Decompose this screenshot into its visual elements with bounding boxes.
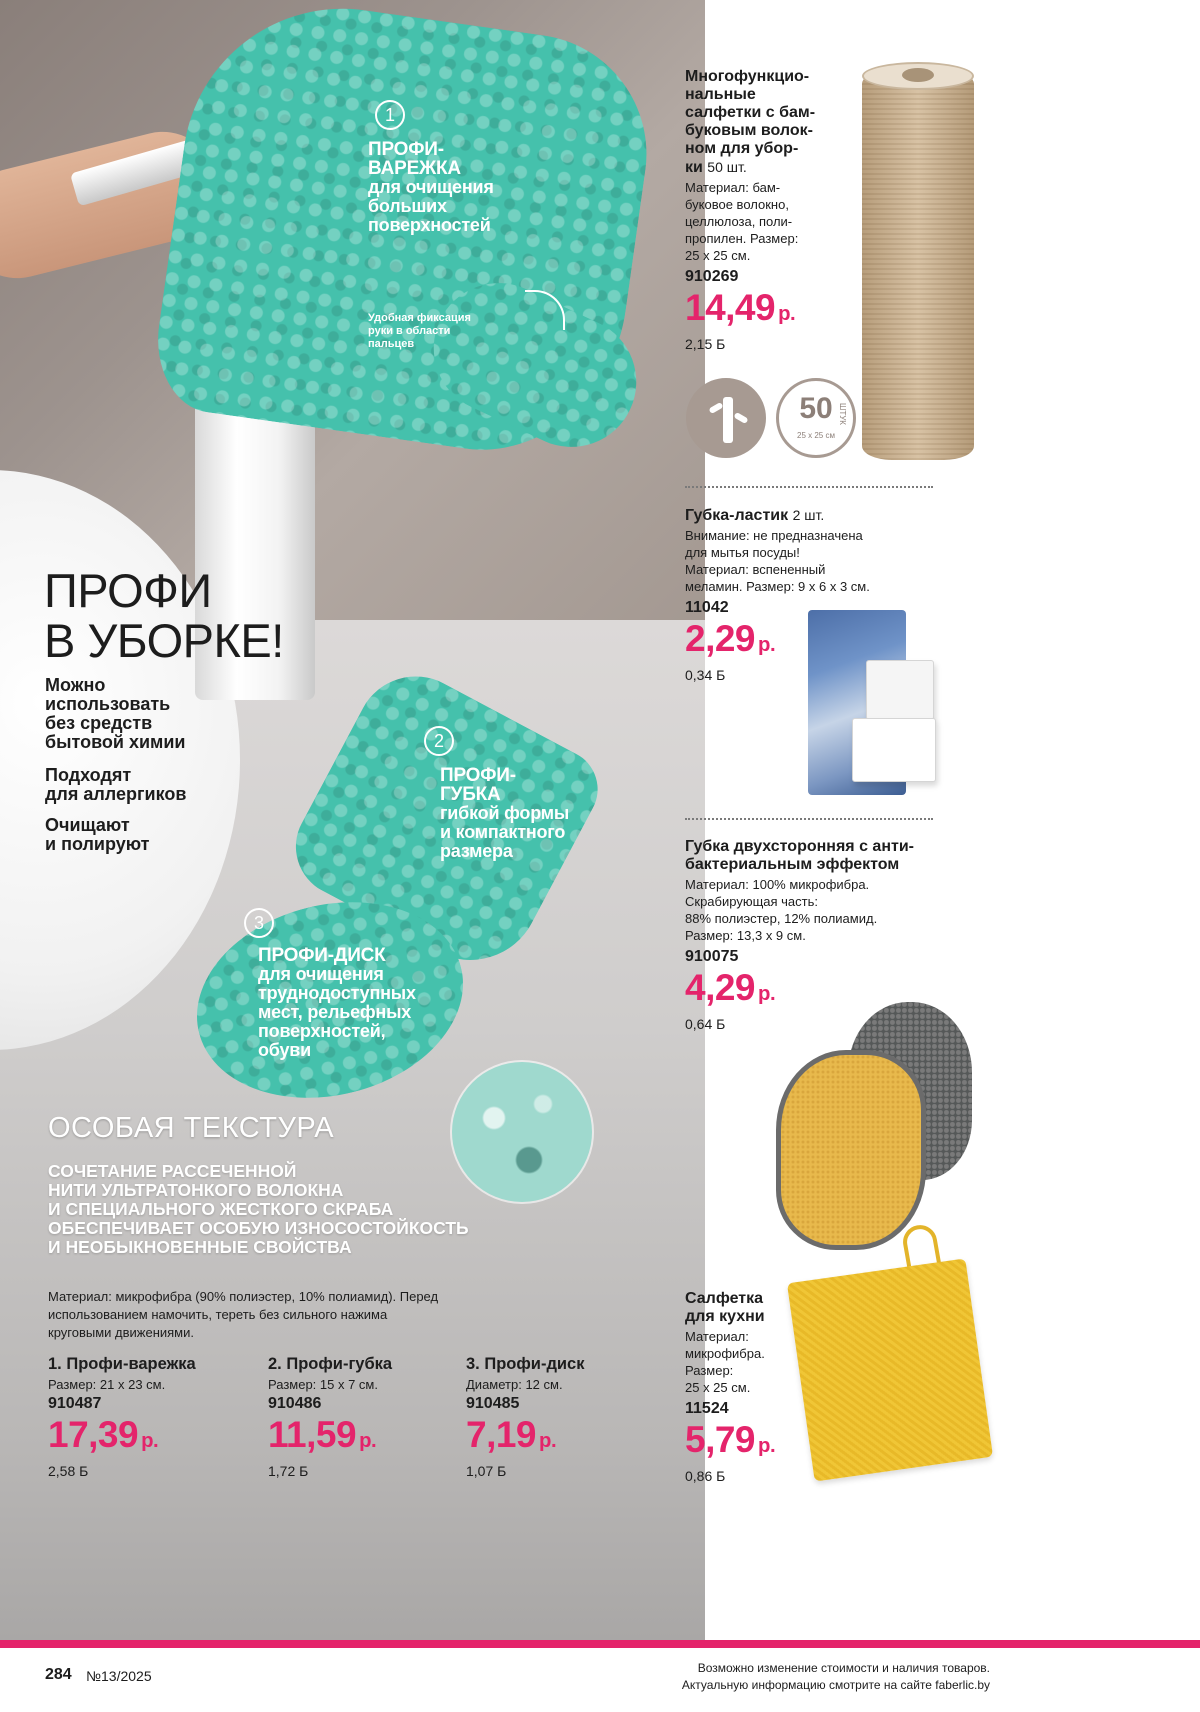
eraser-sponge-block-image	[852, 718, 936, 782]
product-title-line: салфетки с бам-	[685, 104, 816, 121]
callout-1-line: поверхностей	[368, 215, 491, 235]
callout-2-number-badge: 2	[424, 726, 454, 756]
product-name: 3. Профи-диск	[466, 1355, 585, 1373]
benefit-allergy	[45, 766, 245, 804]
product-title-line: бактериальным эффектом	[685, 856, 900, 873]
product-desc-line: Размер: 13,3 x 9 см.	[685, 928, 806, 943]
catalog-issue: №13/2025	[86, 1668, 152, 1684]
product-desc-line: 88% полиэстер, 12% полиамид.	[685, 911, 878, 926]
double-sponge-yellow-side-image	[776, 1050, 926, 1250]
texture-line: И НЕОБЫКНОВЕННЫЕ СВОЙСТВА	[48, 1237, 352, 1257]
bamboo-wipes-roll-image	[862, 70, 974, 460]
material-note-line: Материал: микрофибра (90% полиэстер, 10% полиамид). Перед	[48, 1289, 439, 1304]
material-note-line: круговыми движениями.	[48, 1325, 194, 1340]
callout-3-text	[258, 946, 416, 1060]
callout-1-text	[368, 140, 494, 235]
product-description	[685, 876, 955, 944]
product-divider	[685, 486, 933, 488]
price-value: 7,19	[466, 1414, 537, 1455]
product-code: 910269	[685, 268, 739, 285]
product-points: 0,34 Б	[685, 667, 726, 683]
price-currency: р.	[359, 1430, 377, 1452]
product-title-line: ки	[685, 159, 703, 176]
material-note-line: использованием намочить, тереть без сильного нажима	[48, 1307, 388, 1322]
product-spec: Диаметр: 12 см.	[466, 1377, 563, 1392]
callout-2-line: ПРОФИ-	[440, 765, 516, 786]
disclaimer-line: Возможно изменение стоимости и наличия товаров.	[697, 1661, 990, 1675]
texture-line: НИТИ УЛЬТРАТОНКОГО ВОЛОКНА	[48, 1180, 344, 1200]
product-points: 0,64 Б	[685, 1016, 726, 1032]
callout-2-line: гибкой формы	[440, 803, 570, 823]
set-item-sponge	[268, 1355, 392, 1479]
product-desc-line: микрофибра.	[685, 1346, 765, 1361]
product-code: 11524	[685, 1400, 729, 1417]
product-eraser-sponge	[685, 506, 935, 683]
product-desc-line: Размер:	[685, 1363, 734, 1378]
price-value: 2,29	[685, 618, 756, 659]
texture-line: ОБЕСПЕЧИВАЕТ ОСОБУЮ ИЗНОСОСТОЙКОСТЬ	[48, 1218, 469, 1238]
price-currency: р.	[758, 1435, 776, 1457]
callout-2-line: и компактного	[440, 822, 566, 842]
product-title-line: нальные	[685, 86, 756, 103]
product-qty: 2 шт.	[792, 507, 825, 523]
product-code: 910075	[685, 948, 739, 965]
product-desc-line: Материал: бам-	[685, 180, 781, 195]
price-currency: р.	[778, 303, 796, 325]
product-points: 0,86 Б	[685, 1468, 726, 1484]
product-price	[685, 619, 935, 665]
kitchen-cloth-image	[787, 1258, 993, 1481]
callout-3-number-badge: 3	[244, 908, 274, 938]
bamboo-fiber-badge-icon	[686, 378, 766, 458]
callout-2-line: ГУБКА	[440, 784, 501, 805]
disclaimer-line: Актуальную информацию смотрите на сайте faberlic.by	[681, 1678, 990, 1692]
callout-3-line: ПРОФИ-ДИСК	[258, 945, 386, 966]
product-points: 2,15 Б	[685, 336, 726, 352]
benefit-line: использовать	[45, 694, 171, 714]
product-qty: 50 шт.	[707, 159, 747, 175]
product-points: 2,58 Б	[48, 1463, 89, 1479]
page-headline	[44, 566, 284, 666]
callout-3-line: мест, рельефных	[258, 1002, 412, 1022]
roll-core-image	[902, 68, 934, 82]
headline-line: ПРОФИ	[44, 564, 212, 617]
mitt-hint-line: Удобная фиксация	[368, 312, 471, 324]
product-desc-line: Скрабирующая часть:	[685, 894, 818, 909]
product-price	[466, 1415, 585, 1461]
benefit-line: и полируют	[45, 834, 150, 854]
product-desc-line: Материал: вспененный	[685, 562, 826, 577]
product-desc-line: Материал: 100% микрофибра.	[685, 877, 870, 892]
set-item-mitt	[48, 1355, 196, 1479]
badge-count-unit: ШТУК	[838, 403, 847, 425]
callout-2-text	[440, 766, 569, 861]
product-desc-line: 25 x 25 см.	[685, 1380, 751, 1395]
product-title-line: Губка двухсторонняя с анти-	[685, 838, 914, 855]
page-number: 284	[45, 1666, 72, 1683]
product-price	[685, 288, 855, 334]
product-kitchen-cloth	[685, 1290, 815, 1484]
price-currency: р.	[758, 983, 776, 1005]
count-badge	[776, 378, 856, 458]
product-double-sponge	[685, 838, 955, 1032]
product-title-line: Губка-ластик	[685, 507, 789, 524]
product-spec: Размер: 21 x 23 см.	[48, 1377, 166, 1392]
product-title	[685, 506, 935, 525]
price-value: 5,79	[685, 1419, 756, 1460]
texture-line: И СПЕЦИАЛЬНОГО ЖЕСТКОГО СКРАБА	[48, 1199, 394, 1219]
mitt-hint-line: руки в области	[368, 325, 451, 337]
callout-2-line: размера	[440, 841, 513, 861]
price-value: 17,39	[48, 1414, 139, 1455]
callout-3-line: поверхностей,	[258, 1021, 386, 1041]
footer-accent-line	[0, 1640, 1200, 1648]
benefit-line: бытовой химии	[45, 732, 186, 752]
benefit-line: Подходят	[45, 765, 132, 785]
product-points: 1,72 Б	[268, 1463, 309, 1479]
product-title-line: Многофункцио-	[685, 68, 810, 85]
product-description	[685, 179, 855, 264]
product-title	[685, 1290, 815, 1326]
badge-count-size: 25 x 25 см	[797, 431, 835, 440]
benefit-line: Очищают	[45, 815, 130, 835]
mitt-hint-line: пальцев	[368, 338, 415, 350]
texture-line: СОЧЕТАНИЕ РАССЕЧЕННОЙ	[48, 1161, 297, 1181]
footer-disclaimer	[682, 1660, 990, 1694]
product-code: 910485	[466, 1395, 520, 1412]
product-desc-line: пропилен. Размер:	[685, 231, 799, 246]
callout-1-number-badge: 1	[375, 100, 405, 130]
price-currency: р.	[539, 1430, 557, 1452]
product-price	[268, 1415, 392, 1461]
product-desc-line: Материал:	[685, 1329, 749, 1344]
callout-3-line: для очищения	[258, 964, 384, 984]
benefit-line: без средств	[45, 713, 153, 733]
product-desc-line: Внимание: не предназначена	[685, 528, 863, 543]
product-desc-line: целлюлоза, поли-	[685, 214, 793, 229]
set-material-note	[48, 1288, 608, 1342]
benefit-line: Можно	[45, 675, 106, 695]
product-desc-line: меламин. Размер: 9 x 6 x 3 см.	[685, 579, 870, 594]
price-value: 4,29	[685, 967, 756, 1008]
product-title-line: буковым волок-	[685, 122, 813, 139]
product-name: 1. Профи-варежка	[48, 1355, 196, 1373]
product-description	[685, 527, 935, 595]
callout-1-line: для очищения	[368, 177, 494, 197]
product-title-line: Салфетка	[685, 1290, 764, 1307]
callout-1-line: ПРОФИ-	[368, 139, 444, 160]
price-currency: р.	[758, 634, 776, 656]
product-title	[685, 68, 855, 177]
texture-title: ОСОБАЯ ТЕКСТУРА	[48, 1112, 335, 1144]
product-title-line: ном для убор-	[685, 140, 799, 157]
benefit-line: для аллергиков	[45, 784, 187, 804]
callout-3-line: обуви	[258, 1040, 312, 1060]
product-code: 910487	[48, 1395, 102, 1412]
benefit-no-chemicals	[45, 676, 245, 752]
product-code: 910486	[268, 1395, 322, 1412]
product-price	[685, 1420, 815, 1466]
callout-1-line: ВАРЕЖКА	[368, 158, 461, 179]
product-bamboo-wipes	[685, 68, 855, 352]
headline-line: В УБОРКЕ!	[44, 614, 284, 667]
product-price	[48, 1415, 196, 1461]
price-value: 14,49	[685, 287, 776, 328]
price-value: 11,59	[268, 1414, 357, 1455]
product-title	[685, 838, 955, 874]
product-name: 2. Профи-губка	[268, 1355, 393, 1373]
product-title-line: для кухни	[685, 1308, 765, 1325]
price-currency: р.	[141, 1430, 159, 1452]
product-price	[685, 968, 955, 1014]
product-desc-line: буковое волокно,	[685, 197, 789, 212]
callout-1-line: больших	[368, 196, 447, 216]
callout-3-line: труднодоступных	[258, 983, 416, 1003]
product-divider	[685, 818, 933, 820]
badge-count-number: 50	[799, 392, 833, 425]
product-spec: Размер: 15 x 7 см.	[268, 1377, 378, 1392]
product-desc-line: для мытья посуды!	[685, 545, 800, 560]
product-desc-line: 25 x 25 см.	[685, 248, 751, 263]
set-item-disk	[466, 1355, 585, 1479]
mitt-hint-text	[368, 312, 528, 351]
texture-description	[48, 1162, 608, 1257]
product-code: 11042	[685, 599, 729, 616]
benefit-polish	[45, 816, 245, 854]
product-description	[685, 1328, 815, 1396]
product-points: 1,07 Б	[466, 1463, 507, 1479]
